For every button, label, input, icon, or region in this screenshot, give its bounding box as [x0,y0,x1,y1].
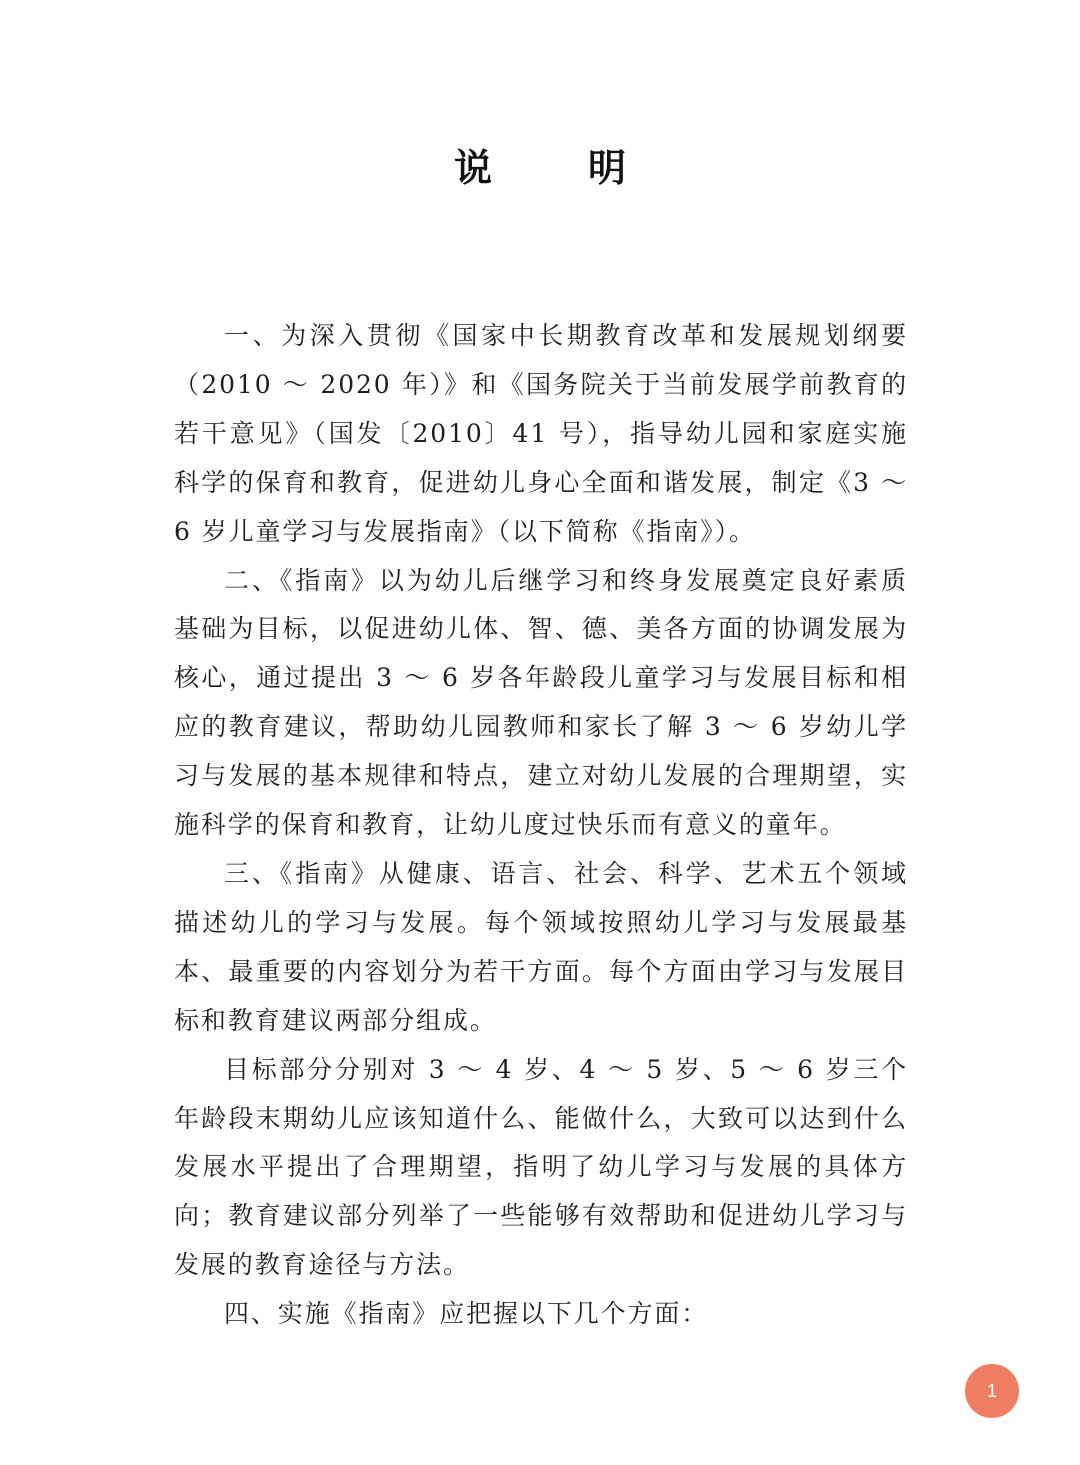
paragraph-5: 四、实施《指南》应把握以下几个方面： [224,1299,709,1329]
paragraph-1: 一、为深入贯彻《国家中长期教育改革和发展规划纲要（2010 ～ 2020 年）》和《国务院关于当前发展学前教育的若干意见》（国发〔2010〕41 号），指导幼儿园和家庭实施科学的保育和教育，促进幼儿身心全面和谐发展，制定《3 ～ 6 岁儿童学习与发展指南》（以下简称《指南》）。 [174,321,908,546]
paragraph-2: 二、《指南》以为幼儿后继学习和终身发展奠定良好素质基础为目标，以促进幼儿体、智、德、美各方面的协调发展为核心，通过提出 3 ～ 6 岁各年龄段儿童学习与发展目标和相应的教育建议，帮助幼儿园教师和家长了解 3 ～ 6 岁幼儿学习与发展的基本规律和特点，建立对幼儿发展的合理期望，实施科学的保育和教育，让幼儿度过快乐而有意义的童年。 [174,565,908,840]
page-number-badge: 1 [965,1364,1019,1418]
paragraph-4: 目标部分分别对 3 ～ 4 岁、4 ～ 5 岁、5 ～ 6 岁三个年龄段末期幼儿应该知道什么、能做什么，大致可以达到什么发展水平提出了合理期望，指明了幼儿学习与发展的具体方向；教育建议部分列举了一些能够有效帮助和促进幼儿学习与发展的教育途径与方法。 [174,1054,908,1280]
page-title: 说明 [453,145,722,190]
paragraph-3: 三、《指南》从健康、语言、社会、科学、艺术五个领域描述幼儿的学习与发展。每个领域按照幼儿学习与发展最基本、最重要的内容划分为若干方面。每个方面由学习与发展目标和教育建议两部分组成。 [174,858,908,1035]
document-body [174,312,908,1339]
